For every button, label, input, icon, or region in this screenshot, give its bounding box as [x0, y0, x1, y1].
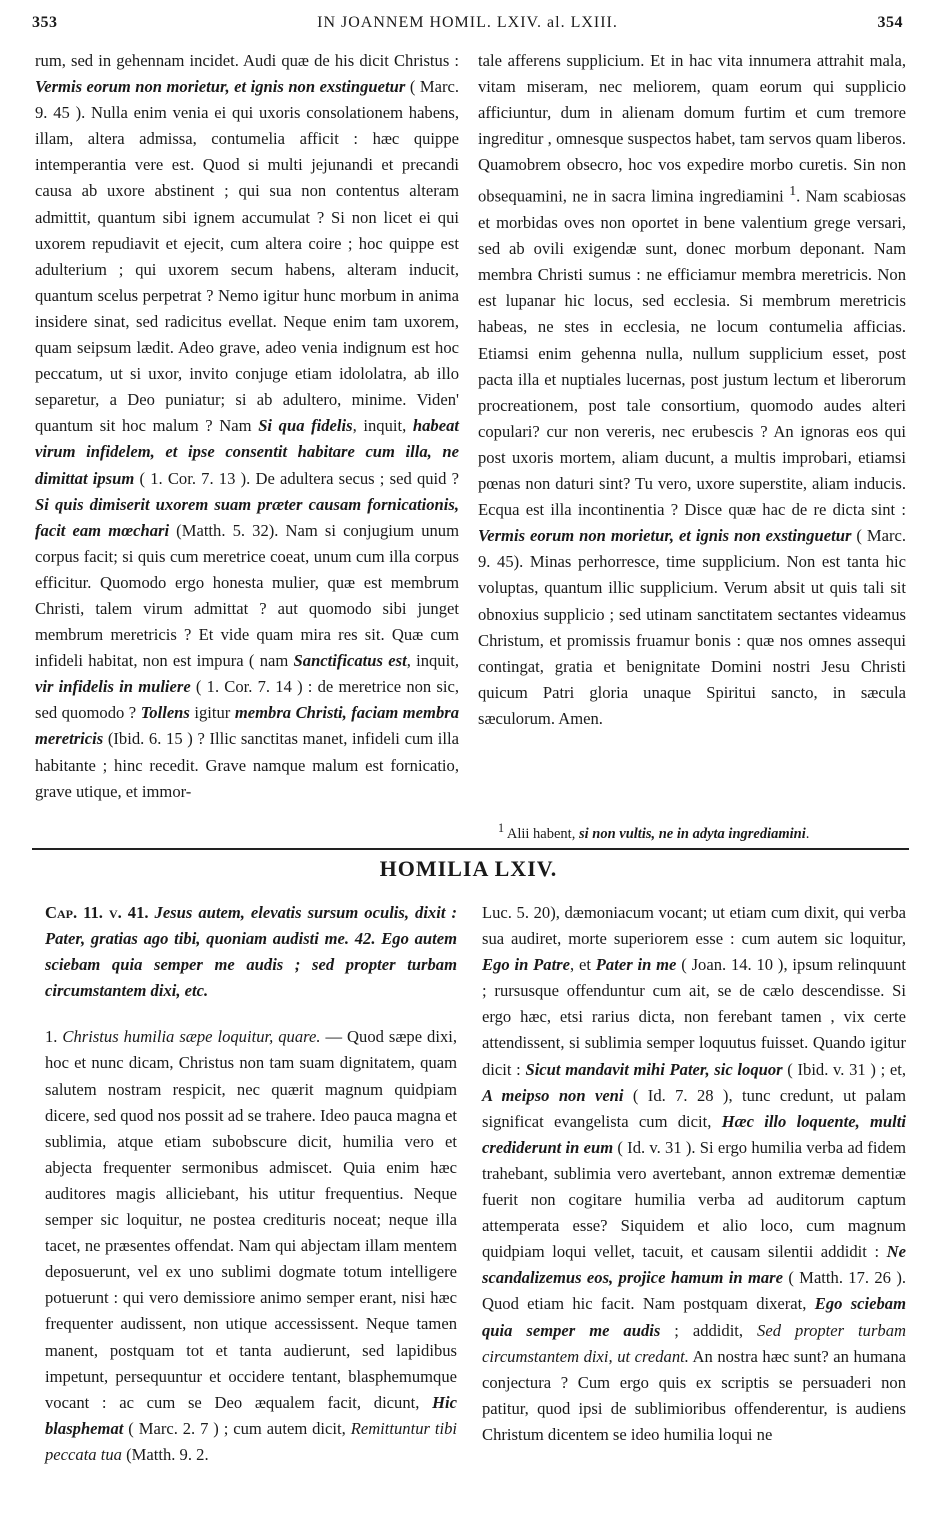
footnote — [498, 818, 908, 844]
paragraph — [45, 1024, 457, 1468]
text-run: , inquit, — [406, 651, 459, 671]
text-run: ( Marc. 9. 45). Minas perhorresce, time supplicium. Non est tanta hic voluptas, quantum illic supplicium. Verum absit ut quis tali sit obnoxius supplicio ; sed utinam sanctitatem sectantes videamus Christum, et promissis fruamur bonis : quæ nos omnes assequi contingat, gratia et benignitate Domini nostri Jesu Christi quicum Patri gloria unaque Spiritui sancto, in sæcula sæculorum. Amen. — [478, 526, 906, 728]
scripture-quote: habeat virum infidelem, et ipse consentit habitare cum illa, ne dimittat ipsum — [35, 416, 459, 488]
text-run: ; addidit, — [660, 1320, 758, 1340]
scripture-quote: Hic blasphemat — [45, 1392, 457, 1438]
column-bottom-right — [482, 900, 906, 1448]
text-run: ( Ibid. v. 31 ) ; et, — [782, 1059, 906, 1079]
text-run: ( Matth. 17. 26 ). Quod etiam hic facit. Nam postquam dixerat, — [482, 1268, 906, 1314]
scripture-quote: Si qua fidelis — [258, 416, 353, 436]
scripture-quote: Remittuntur tibi peccata tua — [45, 1418, 457, 1464]
scripture-quote: membra Christi, faciam membra meretricis — [35, 703, 460, 749]
column-top-left — [35, 48, 459, 805]
page-number-left: 353 — [32, 14, 58, 31]
scripture-quote: Vermis eorum non morietur, et ignis non exstinguetur — [478, 526, 852, 546]
footnote-marker: 1 — [789, 183, 797, 199]
scripture-quote: Ego sciebam quia semper me audis — [482, 1294, 907, 1340]
scripture-quote: Ego in Patre — [482, 955, 571, 975]
text-run: rum, sed in gehennam incidet. Audi quæ de his dicit Christus : — [35, 51, 459, 70]
scripture-quote: A meipso non veni — [482, 1085, 624, 1105]
text-run: ( Id. 7. 28 ), tunc credunt, ut palam significat evangelista cum dicit, — [482, 1085, 906, 1131]
footnote-text-end: . — [805, 825, 810, 842]
text-run: ( Id. v. 31 ). Si ergo humilia verba ad fidem trahebant, sublimia vero avertebant, annon extremæ dementiæ fuerit non cogitare humilia verba ad auditorum captum attemperata esse? Siquidem et alio loco, cum magnum quidpiam loqui vellet, tacuit, et causam silentii addidit : — [482, 1137, 907, 1262]
text-run: , et — [570, 955, 596, 975]
section-number: 1. — [45, 1027, 63, 1047]
scripture-quote: Sed propter turbam circumstantem dixi, ut credant. — [482, 1320, 907, 1366]
scripture-quote: Tollens — [140, 703, 190, 723]
text-run: An nostra hæc sunt? an humana conjectura ? Cum ergo quis ex scriptis se persuaderi non patitur, quod ipsi de sublimioribus offenderentur, is audiens Christum dicentem se ideo humilia loqui ne — [482, 1346, 906, 1444]
homily-heading: HOMILIA LXIV. — [379, 856, 558, 881]
section-divider — [32, 848, 909, 850]
section-heading: Christus humilia sæpe loquitur, quare. — [62, 1027, 321, 1047]
scripture-quote: Sanctificatus est — [293, 651, 407, 671]
text-run: — Quod sæpe dixi, hoc et nunc dicam, Christus non tam suam dignitatem, quam salutem nostram respicit, nec quærit magnum quidpiam dicere, sed quod nos possit ad se trahere. Ideo pauca magna et sublimia, atque etiam subobscure dicit, humilia vero et abjecta frequenter sermonibus admiscet. Quia enim hæc auditores magis alliciebant, his utitur frequentius. Neque semper sic loquitur, ne postea credituris noceat; neque illa tacet, ne præsentes offendat. Nam qui abjectam illam mentem deposuerunt, vel ex uno sublimi dogmate totum intelligere potuerunt : qui vero demissiore animo semper erant, nisi hæc frequenter audissent, non utique accessissent. Neque tamen manent, postquam tot et tanta audierunt, sed lapidibus impetunt, persequuntur et occidere tentant, blasphemumque vocant : ac cum se Deo æqualem facit, dicunt, — [45, 1027, 458, 1412]
scripture-quote: Si quis dimiserit uxorem suam præter causam fornicationis, facit eam mœchari — [35, 494, 459, 540]
column-top-right — [478, 48, 906, 732]
running-title: IN JOANNEM HOMIL. LXIV. al. LXIII. — [317, 14, 618, 31]
text-run: ( 1. Cor. 7. 13 ). De adultera secus ; sed quid ? — [134, 468, 460, 488]
chapter-summary — [45, 900, 457, 1004]
chapter-reference: Cap. 11. v. 41. — [45, 903, 149, 922]
text-run: igitur — [189, 703, 235, 723]
text-run: ( Joan. 14. 10 ), ipsum relinquunt ; rursusque offenduntur cum ait, se de cælo descendisse. Si ergo hæc, etsi rarius dicta, non ferebant tamen , vix certe attendissent, si sublimia semper loquutus fuisset. Quando igitur dicit : — [482, 955, 907, 1079]
paragraph — [35, 48, 459, 805]
summary-text: Jesus autem, elevatis sursum oculis, dixit : Pater, gratias ago tibi, quoniam audisti me. 42. Ego autem sciebam quia semper me audis ; sed propter turbam circumstantem dixi, etc. — [45, 903, 457, 1001]
column-bottom-left — [45, 900, 457, 1468]
scripture-quote: vir infidelis in muliere — [35, 677, 191, 697]
footnote-number: 1 — [498, 821, 505, 835]
running-head — [32, 14, 903, 40]
scripture-quote: Pater in me — [595, 955, 677, 975]
text-run: ( Marc. 2. 7 ) ; cum autem dicit, — [123, 1418, 351, 1438]
text-run: (Matth. 9. 2. — [121, 1444, 209, 1464]
scripture-quote: Sicut mandavit mihi Pater, sic loquor — [525, 1059, 783, 1079]
paragraph — [478, 48, 906, 732]
text-run: . Nam scabiosas et morbidas oves non oportet in bene valentium grege versari, sed ab ovili exigendæ sunt, donec morbum deponant. Nam membra Christi sumus : ne efficiamur membra meretricis. Non est lupanar hic locus, sed ecclesia. Si membrum meretricis habeas, ne stes in ecclesia, ne locum contumelia afficias. Etiamsi enim gehenna nulla, nullum supplicium esset, post pacta illa et nuptiales lucernas, post justum lectum et liberorum procreationem, post tale consortium, quomodo audes alteri copulari? cur non vereris, nec erubescis ? An ignoras eos qui post uxoris mortem, aliam ducunt, a multis improbari, etiamsi pœnas non daturi sint? Tu vero, uxore superstite, aliam inducis. Ecqua est illa incontinentia ? Disce quæ hac de re dicta sint : — [478, 187, 907, 520]
text-run: , inquit, — [352, 416, 413, 436]
paragraph — [482, 900, 906, 1448]
footnote-italic: si non vultis, ne in adyta ingrediamini — [578, 825, 806, 842]
text-run: tale afferens supplicium. Et in hac vita innumera attrahit mala, vitam miseram, nec meliorem, quam eorum qui supplicio afficiuntur, dum in alienam domum furtim et cum tremore ingreditur , omnesque suspectos habet, tam servos quam liberos. Quamobrem obsecro, hoc vos expedire morbo curetis. Sin non obsequamini, ne in sacra limina ingrediamini — [478, 51, 906, 206]
text-run: Luc. 5. 20), dæmoniacum vocant; ut etiam cum dixit, qui verba sua audiret, morte superiorem esse : cum autem sic loquitur, — [482, 903, 906, 949]
text-run: ( Marc. 9. 45 ). Nulla enim venia ei qui uxoris consolationem habens, illam, altera admissa, contumelia afficit : hæc quippe intemperantia vere est. Quod si multi jejunandi et precandi causa ab uxore abstinent ; qui sua non contentus alteram admittit, quantum sibi ignem accumulat ? Si non licet ei qui uxorem repudiavit et ejecit, cum altera coire ; hoc quippe est adulterium ; qui uxorem secum habens, alteram inducit, quantum scelus perpetrat ? Nemo igitur hunc morbum in anima insidere sinat, sed radicitus evellat. Neque enim tam uxorem, quam seipsum lædit. Adeo grave, adeo venia indignum est hoc peccatum, ut si uxor, invito conjuge etiam idololatra, ab illo separetur, a Deo puniatur; si ab adultero, minime. Viden' quantum sit hoc malum ? Nam — [35, 77, 459, 436]
footnote-text: Alii habent, — [504, 825, 579, 842]
page-number-right: 354 — [877, 14, 903, 31]
scripture-quote: Ne scandalizemus eos, projice hamum in mare — [482, 1242, 906, 1288]
text-run: (Matth. 5. 32). Nam si conjugium unum corpus facit; si quis cum meretrice coeat, unum cum illa corpus efficitur. Quomodo ergo honesta mulier, quæ est membrum Christi, talem virum admittat ? aut quomodo sibi junget membrum meretricis ? Et vide quam mira res sit. Quæ cum infideli habitat, non est impura ( nam — [35, 520, 459, 671]
scripture-quote: Hæc illo loquente, multi crediderunt in eum — [482, 1111, 906, 1157]
text-run: (Ibid. 6. 15 ) ? Illic sanctitas manet, infideli cum illa habitante ; hinc recedit. Grave namque malum est fornicatio, grave utique, et immor- — [35, 729, 459, 801]
scripture-quote: Vermis eorum non morietur, et ignis non exstinguetur — [35, 77, 406, 97]
text-run: ( 1. Cor. 7. 14 ) : de meretrice non sic, sed quomodo ? — [35, 677, 459, 723]
